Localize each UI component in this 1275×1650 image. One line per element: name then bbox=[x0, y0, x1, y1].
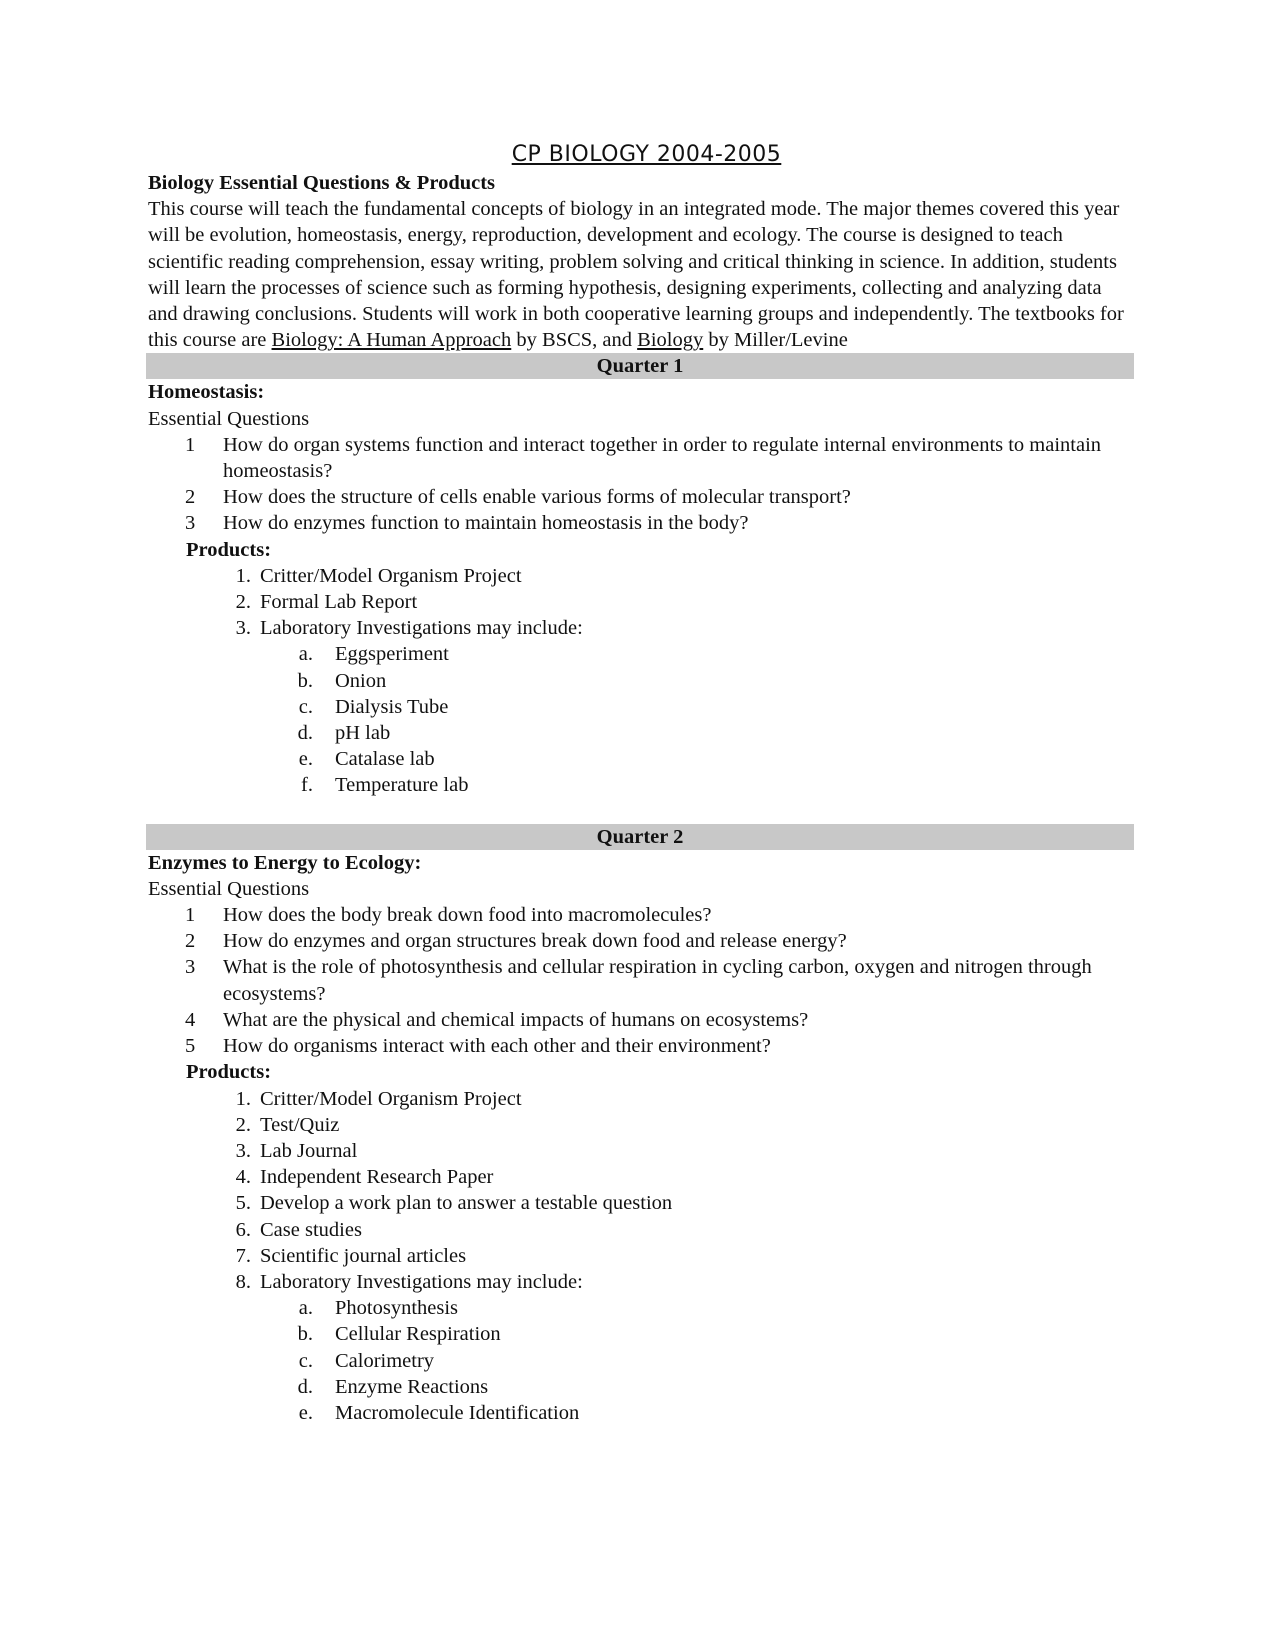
product-item bbox=[148, 1243, 1130, 1269]
product-text: Lab Journal bbox=[260, 1139, 358, 1162]
product-item bbox=[148, 1269, 1130, 1295]
product-number: 4. bbox=[235, 1166, 251, 1189]
question-number: 5 bbox=[185, 1035, 196, 1058]
lab-letter: d. bbox=[297, 1375, 313, 1398]
question-item bbox=[148, 510, 1130, 536]
lab-list bbox=[148, 1295, 1130, 1426]
question-list bbox=[148, 432, 1130, 537]
lab-letter: e. bbox=[298, 1401, 313, 1424]
lab-text: Photosynthesis bbox=[335, 1297, 459, 1320]
product-text: Critter/Model Organism Project bbox=[260, 564, 522, 587]
product-item bbox=[148, 1112, 1130, 1138]
unit-title: Homeostasis: bbox=[148, 381, 265, 404]
lab-text: Catalase lab bbox=[335, 748, 435, 771]
lab-item bbox=[148, 746, 1130, 772]
product-number: 1. bbox=[235, 1087, 251, 1110]
lab-item bbox=[148, 1295, 1130, 1321]
question-text: How do organ systems function and interact together in order to regulate internal environments to maintain homeostasis? bbox=[223, 433, 1102, 483]
lab-item bbox=[148, 720, 1130, 746]
lab-item bbox=[148, 668, 1130, 694]
quarter-2-header: Quarter 2 bbox=[146, 824, 1134, 850]
question-number: 3 bbox=[185, 512, 196, 535]
question-text: How does the body break down food into macromolecules? bbox=[223, 904, 712, 927]
lab-letter: a. bbox=[298, 1297, 313, 1320]
question-item bbox=[148, 432, 1130, 484]
question-text: How does the structure of cells enable various forms of molecular transport? bbox=[223, 486, 851, 509]
product-number: 3. bbox=[235, 1139, 251, 1162]
essential-questions-label: Essential Questions bbox=[148, 407, 310, 430]
question-text: What are the physical and chemical impacts of humans on ecosystems? bbox=[223, 1008, 809, 1031]
lab-item bbox=[148, 1348, 1130, 1374]
section-spacer bbox=[148, 799, 1130, 824]
product-number: 8. bbox=[235, 1270, 251, 1293]
product-number: 5. bbox=[235, 1192, 251, 1215]
lab-text: Cellular Respiration bbox=[335, 1323, 501, 1346]
lab-list bbox=[148, 641, 1130, 798]
lab-letter: e. bbox=[298, 748, 313, 771]
lab-letter: c. bbox=[298, 695, 313, 718]
product-number: 2. bbox=[235, 1113, 251, 1136]
quarter-1-header: Quarter 1 bbox=[146, 353, 1134, 379]
lab-item bbox=[148, 1321, 1130, 1347]
question-item bbox=[148, 954, 1130, 1006]
lab-text: pH lab bbox=[335, 722, 391, 745]
lab-letter: b. bbox=[297, 669, 313, 692]
course-description bbox=[148, 196, 1130, 353]
product-list bbox=[148, 563, 1130, 642]
lab-text: Enzyme Reactions bbox=[335, 1375, 489, 1398]
question-number: 3 bbox=[185, 956, 196, 979]
product-number: 6. bbox=[235, 1218, 251, 1241]
lab-text: Temperature lab bbox=[335, 774, 469, 797]
question-text: How do organisms interact with each other and their environment? bbox=[223, 1035, 771, 1058]
lab-text: Dialysis Tube bbox=[335, 695, 449, 718]
question-item bbox=[148, 484, 1130, 510]
question-text: How do enzymes and organ structures break down food and release energy? bbox=[223, 930, 847, 953]
product-number: 1. bbox=[235, 564, 251, 587]
product-text: Scientific journal articles bbox=[260, 1244, 467, 1267]
product-text: Formal Lab Report bbox=[260, 591, 418, 614]
document-page bbox=[148, 140, 1130, 1426]
product-list bbox=[148, 1086, 1130, 1296]
unit-title: Enzymes to Energy to Ecology: bbox=[148, 851, 422, 874]
lab-letter: a. bbox=[298, 643, 313, 666]
question-text: What is the role of photosynthesis and cellular respiration in cycling carbon, oxygen and nitrogen through ecosystems? bbox=[223, 956, 1092, 1005]
question-text: How do enzymes function to maintain homeostasis in the body? bbox=[223, 512, 749, 535]
product-number: 7. bbox=[235, 1244, 251, 1267]
lab-item bbox=[148, 772, 1130, 798]
product-item bbox=[148, 589, 1130, 615]
product-text: Independent Research Paper bbox=[260, 1166, 494, 1189]
product-text: Develop a work plan to answer a testable question bbox=[260, 1192, 673, 1215]
question-number: 2 bbox=[185, 930, 196, 953]
intro-mid: by BSCS, and bbox=[511, 329, 638, 352]
essential-questions-label: Essential Questions bbox=[148, 877, 310, 900]
lab-item bbox=[148, 1374, 1130, 1400]
products-label: Products: bbox=[186, 538, 272, 561]
question-item bbox=[148, 902, 1130, 928]
lab-text: Macromolecule Identification bbox=[335, 1401, 580, 1424]
question-item bbox=[148, 928, 1130, 954]
textbook-title-2: Biology bbox=[637, 329, 704, 352]
product-text: Laboratory Investigations may include: bbox=[260, 617, 583, 640]
question-number: 2 bbox=[185, 486, 196, 509]
question-list bbox=[148, 902, 1130, 1059]
lab-text: Calorimetry bbox=[335, 1349, 435, 1372]
products-label: Products: bbox=[186, 1061, 272, 1084]
question-item bbox=[148, 1007, 1130, 1033]
document-title: CP BIOLOGY 2004-2005 bbox=[511, 142, 782, 167]
product-text: Critter/Model Organism Project bbox=[260, 1087, 522, 1110]
product-text: Test/Quiz bbox=[260, 1113, 340, 1136]
intro-end: by Miller/Levine bbox=[703, 329, 848, 352]
product-item bbox=[148, 615, 1130, 641]
product-item bbox=[148, 1190, 1130, 1216]
product-number: 2. bbox=[235, 591, 251, 614]
lab-item bbox=[148, 694, 1130, 720]
question-item bbox=[148, 1033, 1130, 1059]
lab-text: Eggsperiment bbox=[335, 643, 449, 666]
product-number: 3. bbox=[235, 617, 251, 640]
lab-text: Onion bbox=[335, 669, 387, 692]
product-text: Laboratory Investigations may include: bbox=[260, 1270, 583, 1293]
question-number: 1 bbox=[185, 904, 196, 927]
question-number: 4 bbox=[185, 1008, 196, 1031]
product-item bbox=[148, 1086, 1130, 1112]
product-item bbox=[148, 563, 1130, 589]
lab-letter: f. bbox=[301, 774, 313, 797]
product-item bbox=[148, 1164, 1130, 1190]
product-item bbox=[148, 1138, 1130, 1164]
lab-item bbox=[148, 641, 1130, 667]
lab-letter: d. bbox=[297, 722, 313, 745]
product-item bbox=[148, 1217, 1130, 1243]
intro-text: This course will teach the fundamental concepts of biology in an integrated mode. The major themes covered this year will be evolution, homeostasis, energy, reproduction, development and ecology. The course is designed to teach scientific reading comprehension, essay writing, problem solving and critical thinking in science. In addition, students will learn the processes of science such as forming hypothesis, designing experiments, collecting and analyzing data and drawing conclusions. Students will work in both cooperative learning groups and independently. The textbooks for this course are bbox=[148, 198, 1124, 352]
question-number: 1 bbox=[185, 433, 196, 456]
main-heading: Biology Essential Questions & Products bbox=[148, 172, 496, 194]
lab-item bbox=[148, 1400, 1130, 1426]
textbook-title-1: Biology: A Human Approach bbox=[271, 329, 512, 352]
lab-letter: b. bbox=[297, 1323, 313, 1346]
product-text: Case studies bbox=[260, 1218, 362, 1241]
lab-letter: c. bbox=[298, 1349, 313, 1372]
